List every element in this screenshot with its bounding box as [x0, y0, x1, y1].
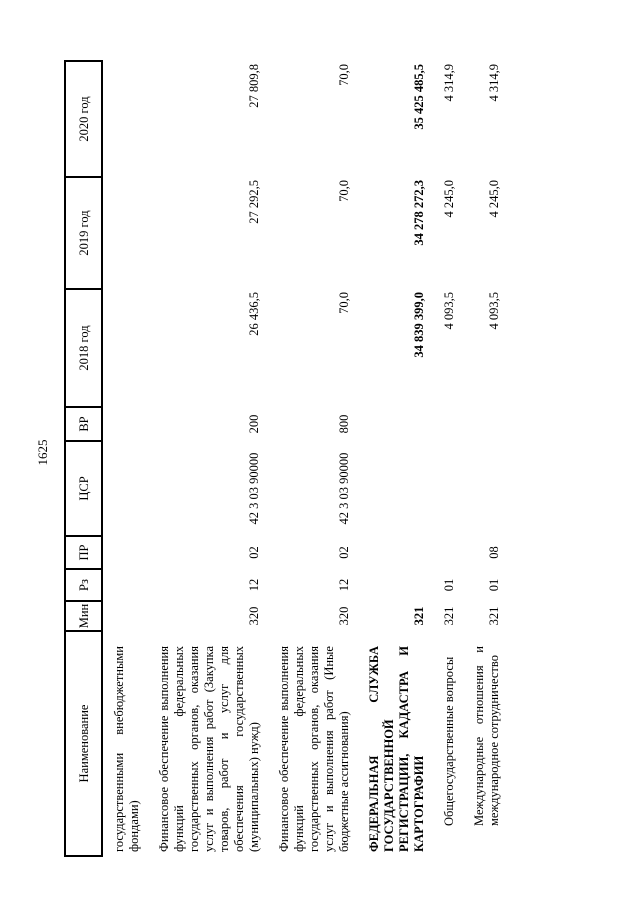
pr-cell — [427, 536, 457, 569]
name-cell: Общегосударственные вопросы — [442, 656, 456, 826]
header-pr: ПР — [65, 536, 102, 569]
pr-cell: 02 — [337, 546, 351, 559]
name-cell: ФЕДЕРАЛЬНАЯ СЛУЖБА ГОСУДАРСТВЕННОЙ РЕГИСТРАЦИИ, КАДАСТРА И КАРТОГРАФИИ — [367, 646, 426, 852]
amount-2019-cell — [102, 177, 142, 289]
header-csr: ЦСР — [65, 441, 102, 536]
vr-cell — [352, 407, 427, 441]
amount-2018-cell: 4 093,5 — [442, 292, 456, 330]
header-2020: 2020 год — [65, 61, 102, 177]
rz-cell — [352, 569, 427, 601]
vr-cell — [457, 407, 502, 441]
header-row — [65, 61, 102, 856]
csr-cell: 42 3 03 90000 — [337, 452, 351, 525]
amount-2018-cell — [102, 289, 142, 407]
csr-cell — [102, 441, 142, 536]
pr-cell — [102, 536, 142, 569]
name-cell: государственными внебюджетными фондами) — [112, 646, 141, 852]
min-cell: 320 — [247, 606, 261, 626]
amount-2020-cell: 35 425 485,5 — [412, 64, 426, 130]
header-rz: Рз — [65, 569, 102, 601]
rz-cell: 12 — [337, 578, 351, 592]
amount-2018-cell: 26 436,5 — [247, 292, 261, 336]
budget-table — [64, 60, 502, 857]
amount-2019-cell: 34 278 272,3 — [412, 180, 426, 246]
name-cell: Финансовое обеспечение выполнения функций федеральных государственных органов, оказания услуг и выполнения работ (Иные бюджетные ассигнования) — [277, 646, 351, 852]
amount-2019-cell: 4 245,0 — [442, 180, 456, 218]
table-row — [457, 61, 502, 856]
amount-2018-cell: 34 839 399,0 — [412, 292, 426, 358]
amount-2019-cell: 27 292,5 — [247, 180, 261, 224]
min-cell: 320 — [337, 606, 351, 626]
pr-cell: 08 — [487, 546, 501, 559]
table-row — [142, 61, 262, 856]
header-vr: ВР — [65, 407, 102, 441]
vr-cell: 200 — [247, 414, 261, 434]
header-name: Наименование — [65, 631, 102, 856]
name-cell: Финансовое обеспечение выполнения функций федеральных государственных органов, оказания услуг и выполнения работ (Закупка товаров, работ и услуг для обеспечения государственных (муниципальных) нужд) — [157, 646, 261, 852]
amount-2020-cell: 4 314,9 — [442, 64, 456, 102]
amount-2019-cell: 70,0 — [337, 180, 351, 202]
header-min: Мин — [65, 601, 102, 631]
amount-2018-cell: 70,0 — [337, 292, 351, 314]
min-cell: 321 — [487, 606, 501, 626]
table-row-agency-total — [352, 61, 427, 856]
csr-cell: 42 3 03 90000 — [247, 452, 261, 525]
min-cell — [102, 601, 142, 631]
name-cell: Международные отношения и международное сотрудничество — [472, 646, 501, 826]
rz-cell: 01 — [487, 578, 501, 592]
min-cell: 321 — [442, 606, 456, 626]
pr-cell: 02 — [247, 546, 261, 559]
min-cell: 321 — [412, 606, 426, 626]
vr-cell — [102, 407, 142, 441]
rz-cell: 01 — [442, 578, 456, 592]
table-row-continuation — [102, 61, 142, 856]
page-number: 1625 — [35, 439, 50, 466]
header-2018: 2018 год — [65, 289, 102, 407]
amount-2020-cell: 27 809,8 — [247, 64, 261, 108]
header-2019: 2019 год — [65, 177, 102, 289]
pr-cell — [352, 536, 427, 569]
amount-2020-cell: 4 314,9 — [487, 64, 501, 102]
table-row — [262, 61, 352, 856]
table-row — [427, 61, 457, 856]
rz-cell: 12 — [247, 578, 261, 592]
amount-2019-cell: 4 245,0 — [487, 180, 501, 218]
csr-cell — [457, 441, 502, 536]
csr-cell — [427, 441, 457, 536]
amount-2018-cell: 4 093,5 — [487, 292, 501, 330]
rz-cell — [102, 569, 142, 601]
amount-2020-cell — [102, 61, 142, 177]
csr-cell — [352, 441, 427, 536]
vr-cell: 800 — [337, 414, 351, 434]
amount-2020-cell: 70,0 — [337, 64, 351, 86]
vr-cell — [427, 407, 457, 441]
